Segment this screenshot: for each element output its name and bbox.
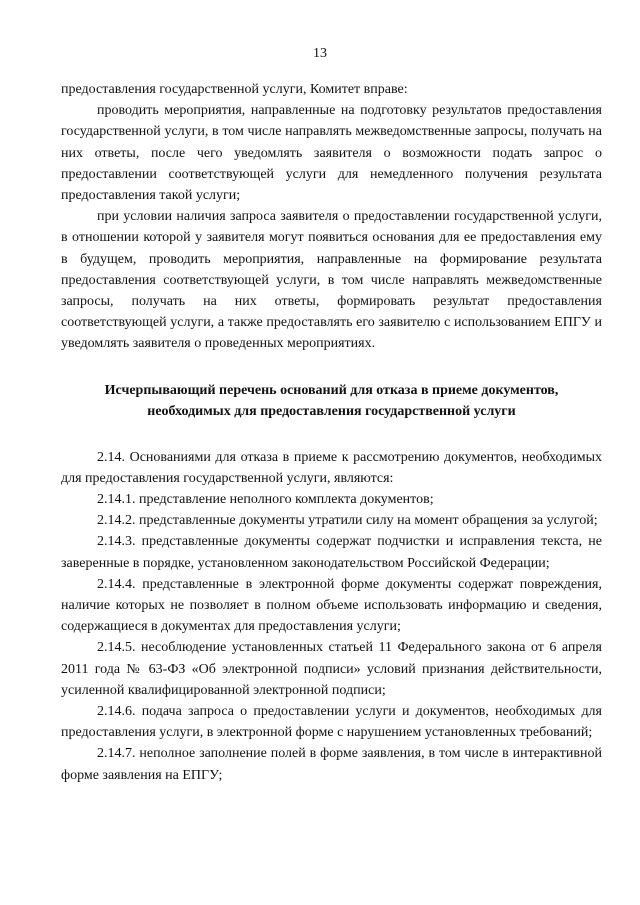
section-heading-line: необходимых для предоставления государственной услуги (147, 404, 516, 420)
paragraph: предоставления государственной услуги, Комитет вправе: (61, 82, 408, 97)
paragraph: 2.14. Основаниями для отказа в приеме к рассмотрению документов, необходимых для предоставления государственной услуги, являются: (61, 449, 602, 486)
section-heading (61, 380, 602, 423)
list-item: 2.14.1. представление неполного комплекта документов; (97, 492, 434, 508)
paragraph: проводить мероприятия, направленные на подготовку результатов предоставления государственной услуги, в том числе направлять межведомственные запросы, получать на них ответы, после чего уведомлять заявителя о возможности подать запрос о предоставлении соответствующей услуги для немедленного получения результата предоставления такой услуги; (61, 103, 602, 204)
section-heading-line: Исчерпывающий перечень оснований для отказа в приеме документов, (104, 382, 559, 398)
document-body (61, 79, 602, 786)
list-item: 2.14.6. подача запроса о предоставлении услуги и документов, необходимых для предоставления услуги, в электронной форме с нарушением установленных требований; (61, 704, 602, 741)
page-number: 13 (313, 46, 327, 61)
list-item: 2.14.5. несоблюдение установленных статьей 11 Федерального закона от 6 апреля 2011 года № 63-ФЗ «Об электронной подписи» условий признания действительности, усиленной квалифицированной электронной подписи; (61, 640, 602, 698)
list-item: 2.14.3. представленные документы содержат подчистки и исправления текста, не заверенные в порядке, установленном законодательством Российской Федерации; (61, 534, 602, 571)
list-item: 2.14.2. представленные документы утратили силу на момент обращения за услугой; (97, 513, 598, 529)
list-item: 2.14.4. представленные в электронной форме документы содержат повреждения, наличие которых не позволяет в полном объеме использовать информацию и сведения, содержащиеся в документах для предоставления услуги; (61, 576, 602, 635)
list-item: 2.14.7. неполное заполнение полей в форме заявления, в том числе в интерактивной форме заявления на ЕПГУ; (61, 746, 602, 783)
paragraph: при условии наличия запроса заявителя о предоставлении государственной услуги, в отношении которой у заявителя могут появиться основания для ее предоставления ему в будущем, проводить мероприятия, направленные на формирование результата предоставления соответствующей услуги, в том числе направлять межведомственные запросы, получать на них ответы, формировать результат предоставления соответствующей услуги, а также предоставлять его заявителю с использованием ЕПГУ и уведомлять заявителя о проведенных мероприятиях. (61, 209, 602, 352)
